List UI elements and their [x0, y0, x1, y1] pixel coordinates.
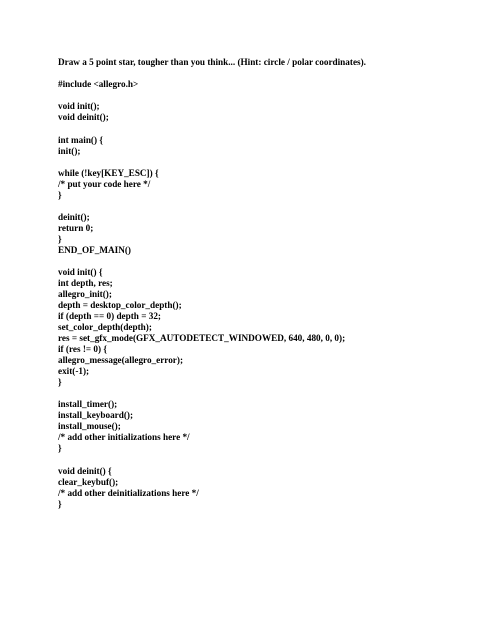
code-block-prototypes [58, 101, 478, 123]
code-block-install [58, 399, 478, 454]
paragraph-gap [58, 157, 478, 168]
code-line: void deinit() { [58, 465, 112, 476]
code-line: install_timer(); [58, 399, 118, 410]
code-line: void deinit(); [58, 112, 109, 123]
code-block-deinit [58, 466, 478, 510]
code-block-main-end [58, 212, 478, 256]
paragraph-gap [58, 388, 478, 399]
code-line: deinit(); [58, 211, 90, 222]
code-line: int depth, res; [58, 278, 113, 289]
paragraph-gap [58, 201, 478, 212]
document-title: Draw a 5 point star, tougher than you think... (Hint: circle / polar coordinates). [58, 57, 366, 67]
code-line: allegro_message(allegro_error); [58, 355, 184, 366]
code-line: } [58, 498, 62, 509]
code-line: depth = desktop_color_depth(); [58, 300, 182, 311]
code-line: install_keyboard(); [58, 410, 134, 421]
code-line: } [58, 377, 62, 388]
paragraph-gap [58, 123, 478, 134]
paragraph-gap [58, 68, 478, 79]
code-line: /* add other initializations here */ [58, 432, 190, 443]
code-block-init [58, 267, 478, 388]
code-line: exit(-1); [58, 366, 90, 377]
code-line: int main() { [58, 134, 103, 145]
code-line: return 0; [58, 222, 94, 233]
code-line: clear_keybuf(); [58, 476, 119, 487]
code-line: res = set_gfx_mode(GFX_AUTODETECT_WINDOWED, 640, 480, 0, 0); [58, 333, 346, 344]
code-line: END_OF_MAIN() [58, 244, 131, 255]
code-block-include [58, 79, 478, 90]
code-line: } [58, 443, 62, 454]
code-line: } [58, 233, 62, 244]
code-line: /* add other deinitializations here */ [58, 487, 199, 498]
code-line: void init() { [58, 267, 103, 278]
code-line: #include <allegro.h> [58, 79, 139, 90]
code-line: if (depth == 0) depth = 32; [58, 311, 161, 322]
code-line: void init(); [58, 101, 100, 112]
code-line: init(); [58, 145, 81, 156]
code-line: } [58, 189, 62, 200]
code-line: /* put your code here */ [58, 178, 151, 189]
document-body [58, 57, 478, 510]
code-line: if (res != 0) { [58, 344, 107, 355]
code-line: install_mouse(); [58, 421, 121, 432]
paragraph-gap [58, 454, 478, 465]
code-block-main-start [58, 135, 478, 157]
paragraph-gap [58, 90, 478, 101]
paragraph-gap [58, 256, 478, 267]
code-block-main-loop [58, 168, 478, 201]
code-line: while (!key[KEY_ESC]) { [58, 167, 159, 178]
code-line: set_color_depth(depth); [58, 322, 152, 333]
code-line: allegro_init(); [58, 289, 112, 300]
